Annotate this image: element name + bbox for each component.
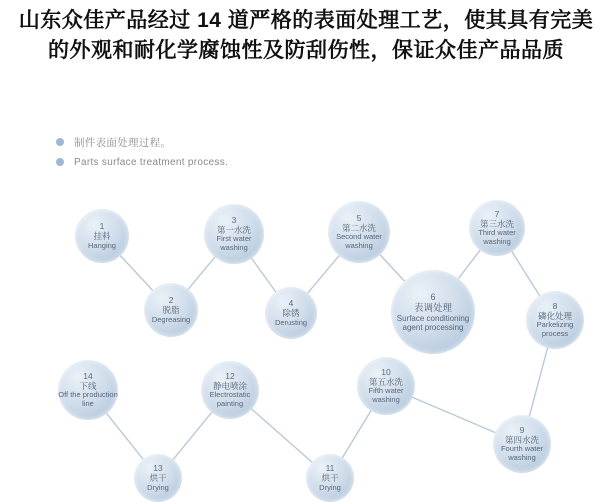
connector-line	[412, 397, 496, 433]
process-node-label-cn: 第三水洗	[479, 218, 514, 229]
process-node-label-en: First water washing	[216, 234, 252, 252]
process-node[interactable]	[201, 361, 259, 419]
process-node-label-en: Electrostatic painting	[209, 390, 251, 408]
process-node[interactable]	[58, 360, 118, 420]
connector-line	[529, 347, 548, 417]
process-diagram	[18, 128, 594, 496]
process-node[interactable]	[526, 291, 584, 349]
process-node-label-en: Drying	[147, 482, 169, 492]
process-node[interactable]	[328, 201, 390, 263]
process-node-label-cn: 下线	[79, 380, 97, 391]
process-node-number: 7	[494, 208, 500, 219]
process-node[interactable]	[204, 204, 264, 264]
process-node-number: 4	[288, 298, 294, 308]
process-node-label-en: Derusting	[274, 317, 308, 327]
process-node-number: 2	[168, 295, 174, 305]
connector-line	[251, 408, 313, 462]
process-node-label-en: Drying	[319, 482, 341, 492]
connector-line	[342, 410, 371, 458]
process-node-label-cn: 挂料	[93, 231, 111, 241]
process-node-label-cn: 烘干	[149, 473, 167, 483]
process-node[interactable]	[265, 287, 317, 339]
connector-line	[173, 412, 213, 461]
process-node-number: 3	[231, 214, 237, 225]
legend-label: 制件表面处理过程。	[74, 136, 172, 149]
process-node-label-cn: 表调处理	[413, 302, 452, 314]
connector-line	[458, 249, 481, 279]
process-node-label-en: Off the production line	[58, 390, 118, 408]
connector-line	[120, 255, 154, 291]
process-node-label-cn: 第五水洗	[368, 376, 403, 387]
process-node-number: 14	[83, 370, 93, 381]
process-node-label-en: Hanging	[88, 240, 116, 250]
process-node-number: 11	[325, 463, 335, 473]
process-node-label-cn: 静电喷涂	[212, 380, 247, 391]
process-node-label-en: Third water washing	[478, 228, 516, 246]
process-node-number: 5	[356, 212, 362, 223]
process-node[interactable]	[75, 209, 129, 263]
process-node-number: 6	[430, 291, 436, 302]
process-node[interactable]	[469, 200, 525, 256]
process-node-number: 12	[225, 370, 235, 381]
process-node[interactable]	[357, 357, 415, 415]
connector-line	[251, 258, 276, 293]
process-node-label-en: Parkelizing process	[536, 320, 574, 338]
process-node-number: 1	[99, 221, 105, 231]
process-node[interactable]	[391, 270, 475, 354]
process-node-number: 13	[153, 463, 163, 473]
process-node-label-en: Surface conditioning agent processing	[396, 313, 470, 332]
process-node-label-cn: 第四水洗	[504, 434, 539, 445]
process-node[interactable]	[306, 454, 354, 502]
page-title: 山东众佳产品经过 14 道严格的表面处理工艺，使其具有完美的外观和耐化学腐蚀性及防刮伤性，保证众佳产品品质	[18, 9, 594, 62]
connector-line	[188, 256, 216, 290]
process-node-label-en: Degreasing	[151, 314, 191, 324]
process-node-label-en: Fifth water washing	[368, 386, 404, 404]
connector-line	[307, 255, 340, 294]
process-node-label-en: Second water washing	[336, 232, 382, 250]
process-node-label-cn: 除锈	[282, 308, 300, 318]
process-node[interactable]	[144, 283, 198, 337]
process-node-label-cn: 脱脂	[162, 305, 180, 315]
process-node[interactable]	[134, 454, 182, 502]
process-node[interactable]	[493, 415, 551, 473]
process-node-label-cn: 第一水洗	[216, 224, 251, 235]
process-node-number: 8	[552, 300, 558, 311]
process-node-label-cn: 第二水洗	[341, 222, 376, 233]
process-node-label-en: Fourth water washing	[500, 444, 544, 462]
legend-label: Parts surface treatment process.	[74, 156, 229, 168]
process-node-label-cn: 烘干	[321, 473, 339, 483]
process-node-number: 9	[519, 424, 525, 435]
connector-line	[106, 413, 144, 460]
process-node-label-cn: 磷化处理	[537, 310, 572, 321]
connector-line	[379, 254, 405, 282]
process-node-number: 10	[381, 366, 391, 377]
connector-line	[511, 251, 540, 296]
